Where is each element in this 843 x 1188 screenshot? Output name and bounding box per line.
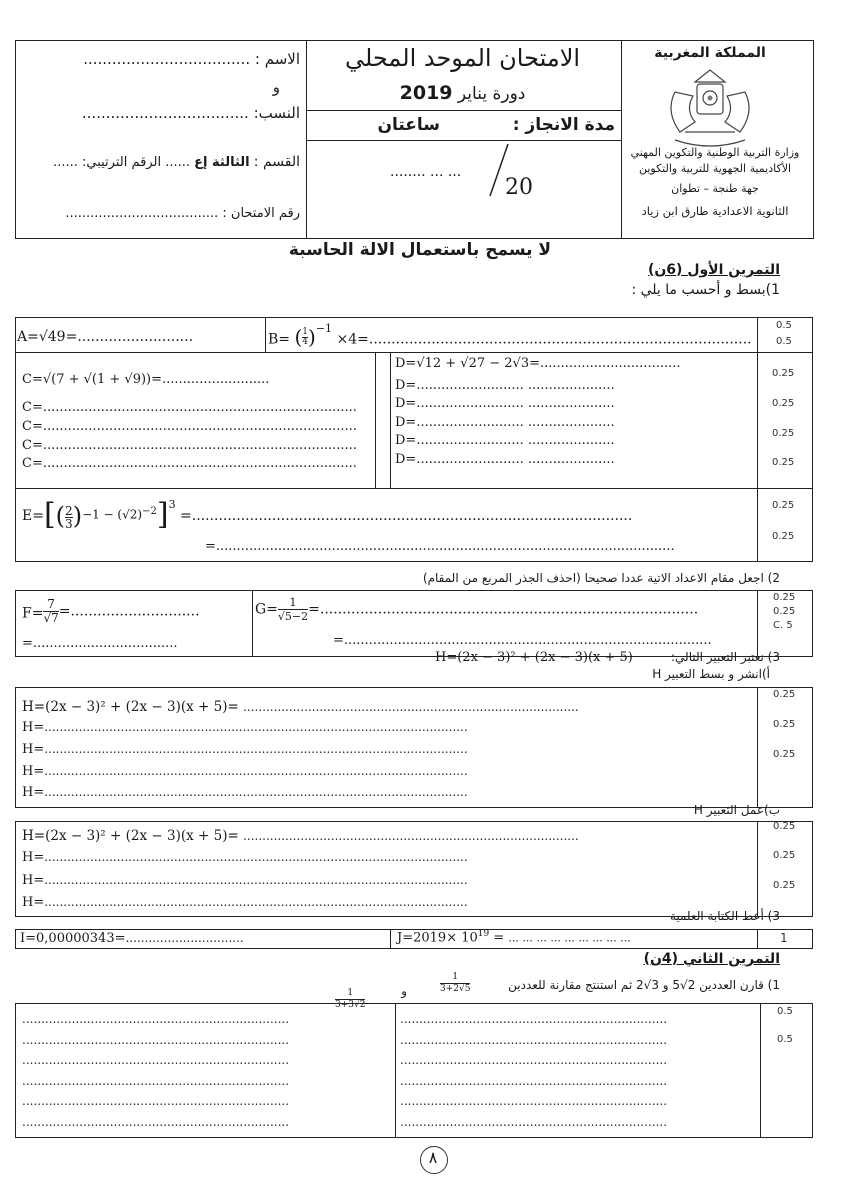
h-first-line: [22, 699, 579, 715]
ex1-title: التمرين الأول (6ن): [647, 262, 780, 278]
points-hf-3: 0.25: [773, 880, 796, 891]
q3b-points-divider: [757, 821, 758, 916]
ex2-frac2-num: 1: [335, 988, 365, 1000]
expr-i: [20, 931, 244, 946]
answer-dots-line[interactable]: ......................................................................: [22, 1114, 290, 1129]
ex1-q3-expression: H=(2x − 3)² + (2x − 3)(x + 5): [435, 650, 633, 665]
ab-divider: [265, 317, 266, 352]
c-dots[interactable]: ............................................................................: [42, 400, 357, 415]
answer-dots-line[interactable]: ......................................................................: [400, 1012, 668, 1026]
h-first: H=(2x − 3)² + (2x − 3)(x + 5)=: [22, 699, 244, 715]
points-hf-2: 0.25: [773, 850, 796, 861]
d-line-6: [395, 452, 615, 467]
score-total: 20: [505, 175, 533, 200]
answer-dots-line[interactable]: ......................................................................: [22, 1073, 290, 1088]
h-fact-line-4: [22, 895, 468, 910]
ex2-q1: 1) قارن العددين 2√5 و 3√2 ثم استنتج مقارنة للعددين: [508, 978, 780, 992]
c-label: C=: [22, 419, 43, 434]
q3a-points-divider: [757, 687, 758, 807]
name-label: الاسم :: [254, 50, 300, 68]
answer-dots-line[interactable]: ......................................................................: [400, 1094, 668, 1108]
h-fact-first-dots[interactable]: ........................................................................................: [243, 829, 579, 843]
surname-line: [30, 104, 300, 122]
j-dots[interactable]: ... ... ... ... ... ... ... ... ...: [508, 931, 631, 945]
f-dots[interactable]: .............................: [70, 603, 200, 620]
points-e-1: 0.25: [772, 500, 795, 511]
d-line-2: [395, 378, 615, 393]
points-cd-1: 0.25: [772, 368, 795, 379]
b-exponent: −1: [315, 322, 333, 335]
answer-dots-line[interactable]: ......................................................................: [22, 1053, 290, 1067]
f-lhs: F=: [22, 605, 44, 622]
ex1-q2: 2) اجعل مقام الاعداد الاتية عددا صحيحا (احذف الجذر المربع من المقام): [422, 571, 780, 585]
header-divider-h: [306, 110, 621, 111]
b-frac-den: 4: [302, 336, 309, 347]
duration-value: ساعتان: [377, 115, 440, 135]
d-line-4: [395, 415, 615, 430]
seq-label: الرقم الترتيبي:: [82, 155, 162, 170]
h-label: H=: [22, 742, 45, 757]
expr-c-first: [22, 372, 269, 387]
b-lhs: B=: [268, 331, 291, 348]
duration-label: مدة الانجاز :: [512, 115, 615, 135]
c-line-3: [22, 419, 357, 434]
ex1-q3b: ب)عمل التعبير H: [693, 803, 780, 817]
j-eq: =: [489, 930, 509, 946]
h-dots[interactable]: ...............................................................................................................: [44, 742, 468, 756]
h-line-4: [22, 764, 468, 779]
class-line: [30, 154, 300, 170]
region-label: جهة طنجة – تطوان: [671, 182, 759, 195]
e-exp2: −2: [142, 506, 157, 517]
academy-label: الأكاديمية الجهوية للتربية والتكوين: [638, 162, 792, 175]
h-label: H=: [22, 850, 45, 865]
g-lhs: G=: [255, 601, 278, 618]
ex2-frac1-den: 3+2√5: [440, 984, 471, 994]
exam-number-dots[interactable]: .....................................: [65, 206, 219, 221]
expr-b: B= ( $\frac{1}{4}$ )$^{-1}$ ×4=......................................................................................: [268, 322, 752, 349]
coat-of-arms-icon: [655, 62, 765, 150]
cd-divider: [390, 352, 391, 488]
h-dots[interactable]: ...............................................................................................................: [44, 895, 468, 909]
expr-a: [17, 329, 193, 345]
c-line-5: [22, 456, 357, 471]
e-frac-den: 3: [65, 517, 73, 531]
f-frac-den: √7: [43, 611, 59, 625]
c-label: C=: [22, 400, 43, 415]
ex1-q3: 3) نعتبر التعبير التالي:: [671, 650, 780, 664]
d-first-dots[interactable]: ..................................: [540, 356, 681, 371]
class-dots[interactable]: ......: [165, 155, 191, 170]
b-dots[interactable]: ......................................................................................: [368, 331, 752, 348]
f-frac-num: 7: [43, 598, 58, 612]
h-label: H=: [22, 764, 45, 779]
points-ex2-1: 0.5: [777, 1006, 793, 1017]
d-expression: D=√12 + √27 − 2√3=: [395, 356, 540, 371]
expr-j: [397, 929, 631, 945]
points-fg-3: C. 5: [773, 620, 793, 631]
kingdom-label: المملكة المغربية: [654, 45, 766, 61]
h-dots[interactable]: ...............................................................................................................: [44, 873, 468, 887]
points-cd-2: 0.25: [772, 398, 795, 409]
points-column-divider: [757, 317, 758, 561]
expr-d-first: [395, 356, 681, 371]
ex2-frac-1: [440, 972, 470, 995]
ministry-label: وزارة التربية الوطنية والتكوين المهني: [630, 146, 800, 159]
points-ex2-2: 0.5: [777, 1034, 793, 1045]
b-rhs: ×4=: [336, 331, 369, 348]
d-label: D=: [395, 378, 417, 393]
class-value: الثالثة إع: [194, 155, 250, 170]
e-frac-num: 2: [65, 504, 73, 518]
h-label: H=: [22, 785, 45, 800]
points-h-1: 0.25: [773, 689, 796, 700]
h-label: H=: [22, 873, 45, 888]
score-dots[interactable]: ........ ... ...: [390, 164, 462, 180]
j-expression: J=2019× 10: [397, 930, 478, 946]
ex2-points-divider: [760, 1003, 761, 1137]
ex1-q4: 3) أعط الكتابة العلمية: [669, 909, 780, 923]
d-label: D=: [395, 415, 417, 430]
d-label: D=: [395, 433, 417, 448]
ex2-frac2-den: 3+3√2: [335, 1000, 366, 1010]
ij-points-divider: [757, 929, 758, 948]
c-first-dots[interactable]: ..........................: [162, 372, 270, 387]
answer-dots-line[interactable]: ......................................................................: [22, 1032, 290, 1047]
points-e-2: 0.25: [772, 531, 795, 542]
points-b: 0.5: [776, 336, 792, 347]
c-dots[interactable]: ............................................................................: [42, 438, 357, 453]
answer-dots-line[interactable]: ......................................................................: [400, 1053, 668, 1067]
j-exponent: 19: [477, 929, 490, 939]
h-line-5: [22, 785, 468, 800]
h-fact-first-line: [22, 828, 579, 844]
header-divider-h2: [306, 140, 621, 141]
b-frac-num: 1: [302, 326, 309, 337]
exam-number-label: رقم الامتحان :: [222, 206, 300, 221]
surname-label: النسب:: [253, 104, 300, 122]
expr-g: [255, 596, 698, 623]
d-dots[interactable]: .......................... .....................: [416, 415, 615, 430]
i-dots[interactable]: ...............................: [125, 931, 244, 945]
d-dots[interactable]: .......................... .....................: [416, 396, 615, 411]
fg-divider: [252, 590, 253, 656]
g-line-2[interactable]: =.........................................................................................: [333, 633, 712, 648]
c-expression: C=√(7 + √(1 + √9))=: [22, 372, 162, 387]
exam-number-line: [30, 206, 300, 221]
points-fg-2: 0.25: [773, 606, 796, 617]
exam-title: الامتحان الموحد المحلي: [344, 44, 581, 72]
ex2-frac1-num: 1: [440, 972, 470, 984]
ex1-q3a: أ)انشر و بسط التعبير H: [652, 667, 770, 681]
points-fg-1: 0.25: [773, 592, 796, 603]
seq-dots[interactable]: ......: [53, 155, 78, 170]
e-mid: −1 − (√2): [82, 507, 143, 522]
h-fact-first: H=(2x − 3)² + (2x − 3)(x + 5)=: [22, 828, 244, 844]
e-lhs: E=: [22, 508, 44, 524]
e-exp3: 3: [168, 498, 176, 511]
points-cd-3: 0.25: [772, 428, 795, 439]
c-inner-divider: [375, 352, 376, 488]
c-line-4: [22, 438, 357, 453]
ex1-q1: 1)بسط و أحسب ما يلي :: [631, 282, 780, 298]
answer-dots-line[interactable]: ......................................................................: [400, 1073, 668, 1088]
points-ij: 1: [780, 931, 788, 945]
ex2-mid-divider: [395, 1003, 396, 1137]
row-divider-1: [15, 352, 812, 353]
d-label: D=: [395, 452, 417, 467]
points-hf-1: 0.25: [773, 821, 796, 832]
h-line-3: [22, 742, 468, 757]
d-line-5: [395, 433, 615, 448]
a-expression: A=√49=: [17, 329, 78, 345]
answer-dots-line[interactable]: ......................................................................: [22, 1012, 290, 1026]
class-label: القسم :: [253, 154, 300, 170]
d-dots[interactable]: .......................... .....................: [416, 452, 615, 467]
answer-dots-line[interactable]: ......................................................................: [400, 1032, 668, 1047]
school-label: الثانوية الاعدادية طارق ابن زياد: [641, 204, 789, 218]
ij-divider: [390, 929, 391, 948]
session-line: [310, 82, 615, 104]
page-number: ٨: [428, 1148, 438, 1167]
d-dots[interactable]: .......................... .....................: [416, 433, 615, 448]
header-divider-right: [621, 40, 622, 238]
expr-f: [22, 598, 200, 625]
f-line-2[interactable]: =...................................: [22, 636, 178, 651]
c-dots[interactable]: ............................................................................: [42, 456, 357, 471]
c-dots[interactable]: ............................................................................: [42, 419, 357, 434]
h-dots[interactable]: ...............................................................................................................: [44, 764, 468, 778]
points-h-3: 0.25: [773, 749, 796, 760]
fg-points-divider: [757, 590, 758, 656]
calculator-notice: لا يسمح باستعمال الالة الحاسبة: [288, 240, 552, 260]
a-dots[interactable]: ..........................: [77, 329, 194, 345]
e-eq: =: [180, 508, 192, 524]
h-first-dots[interactable]: ........................................................................................: [243, 700, 579, 714]
session-prefix: دورة يناير: [457, 84, 526, 104]
g-eq: =: [308, 601, 320, 618]
points-a: 0.5: [776, 320, 792, 331]
d-line-3: [395, 396, 615, 411]
surname-dots[interactable]: ...................................: [81, 104, 249, 122]
and-label: و: [272, 78, 280, 96]
f-eq: =: [58, 603, 71, 620]
name-dots[interactable]: ...................................: [83, 50, 251, 68]
h-fact-line-3: [22, 873, 468, 888]
d-label: D=: [395, 396, 417, 411]
ex2-and: و: [401, 984, 407, 998]
session-year: 2019: [399, 82, 453, 104]
g-dots[interactable]: .....................................................................................: [319, 601, 699, 618]
h-label: H=: [22, 720, 45, 735]
expr-e: E=[( $\frac{2}{3}$ )$^{-1 - (√2)-2}$]$^3$ =...................................................................................................: [22, 497, 633, 532]
answer-dots-line[interactable]: ......................................................................: [22, 1094, 290, 1108]
name-line: [30, 50, 300, 68]
h-fact-line-2: [22, 850, 468, 865]
row-divider-2: [15, 488, 812, 489]
i-expression: I=0,00000343=: [20, 931, 126, 946]
ex2-title: التمرين الثاني (4ن): [643, 951, 780, 967]
h-dots[interactable]: ...............................................................................................................: [44, 720, 468, 734]
e-dots[interactable]: ...................................................................................................: [191, 508, 633, 524]
g-frac-den: √5−2: [277, 610, 309, 623]
h-line-2: [22, 720, 468, 735]
c-line-2: [22, 400, 357, 415]
h-label: H=: [22, 895, 45, 910]
points-h-2: 0.25: [773, 719, 796, 730]
answer-dots-line[interactable]: ......................................................................: [400, 1114, 668, 1129]
h-dots[interactable]: ...............................................................................................................: [44, 850, 468, 864]
h-dots[interactable]: ...............................................................................................................: [44, 785, 468, 799]
c-label: C=: [22, 438, 43, 453]
g-frac-num: 1: [278, 596, 308, 610]
d-dots[interactable]: .......................... .....................: [416, 378, 615, 393]
e-line-2[interactable]: =...............................................................................................................: [205, 539, 675, 554]
c-label: C=: [22, 456, 43, 471]
points-cd-4: 0.25: [772, 457, 795, 468]
header-divider-left: [306, 40, 307, 238]
